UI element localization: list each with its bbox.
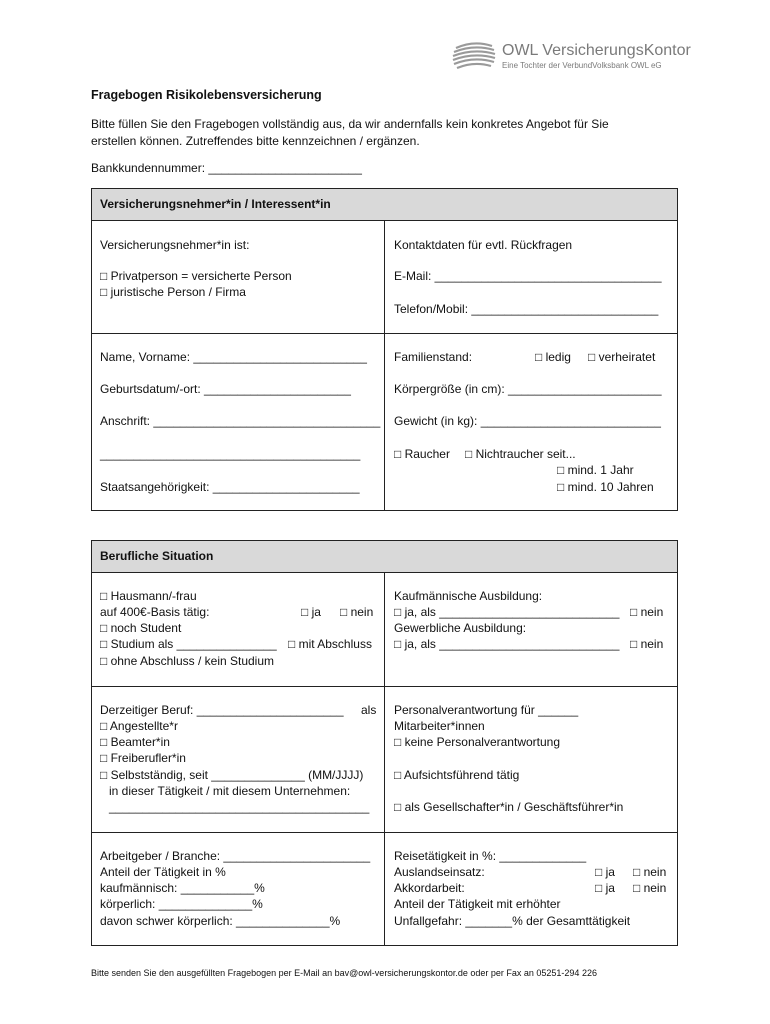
keine-personalverantwortung-checkbox[interactable]: □ keine Personalverantwortung	[394, 735, 561, 749]
juristische-person-checkbox[interactable]: □ juristische Person / Firma	[100, 285, 246, 299]
ausland-nein-checkbox[interactable]: □ nein	[633, 865, 667, 879]
left-cell	[92, 833, 385, 945]
right-cell	[385, 334, 677, 510]
section-row	[92, 221, 677, 333]
als-label: als	[361, 703, 377, 717]
kaufm-nein-checkbox[interactable]: □ nein	[630, 605, 664, 619]
name-field[interactable]: Name, Vorname: __________________________	[100, 350, 367, 364]
ausland-ja-checkbox[interactable]: □ ja	[595, 865, 615, 879]
akkordarbeit-label: Akkordarbeit:	[394, 881, 465, 895]
basis-ja-checkbox[interactable]: □ ja	[301, 605, 321, 619]
mind-1-jahr-checkbox[interactable]: □ mind. 1 Jahr	[557, 463, 634, 477]
ledig-checkbox[interactable]: □ ledig	[535, 350, 571, 364]
anschrift-field[interactable]: Anschrift: __________________________________	[100, 414, 381, 428]
basis-label: auf 400€-Basis tätig:	[100, 605, 210, 619]
page-title: Fragebogen Risikolebensversicherung	[91, 88, 322, 102]
section-row	[92, 832, 677, 945]
freiberufler-checkbox[interactable]: □ Freiberufler*in	[100, 751, 186, 765]
mit-abschluss-checkbox[interactable]: □ mit Abschluss	[288, 637, 372, 651]
logo-swoosh-icon	[452, 40, 496, 72]
kaufm-ja-field[interactable]: □ ja, als ___________________________	[394, 605, 620, 619]
ohne-abschluss-checkbox[interactable]: □ ohne Abschluss / kein Studium	[100, 654, 275, 668]
left-cell	[92, 573, 385, 686]
beamter-checkbox[interactable]: □ Beamter*in	[100, 735, 170, 749]
mind-10-jahre-checkbox[interactable]: □ mind. 10 Jahren	[557, 480, 654, 494]
arbeitgeber-field[interactable]: Arbeitgeber / Branche: ______________________	[100, 849, 371, 863]
right-cell	[385, 221, 677, 333]
angestellte-checkbox[interactable]: □ Angestellte*r	[100, 719, 178, 733]
bankkundennummer-field[interactable]: Bankkundennummer: _______________________	[91, 161, 362, 175]
logo-subtitle: Eine Tochter der VerbundVolksbank OWL eG	[502, 61, 662, 70]
privatperson-checkbox[interactable]: □ Privatperson = versicherte Person	[100, 269, 292, 283]
section-versicherungsnehmer	[91, 188, 678, 511]
unfallgefahr-label: Anteil der Tätigkeit mit erhöhter	[394, 897, 561, 911]
auslandseinsatz-label: Auslandseinsatz:	[394, 865, 485, 879]
logo-name: OWL VersicherungsKontor	[502, 42, 691, 59]
gesellschafter-checkbox[interactable]: □ als Gesellschafter*in / Geschäftsführer*in	[394, 800, 624, 814]
kontaktdaten-label: Kontaktdaten für evtl. Rückfragen	[394, 238, 573, 252]
intro-line-1: Bitte füllen Sie den Fragebogen vollständig aus, da wir andernfalls kein konkretes Angebot für Sie	[91, 117, 609, 131]
kaufm-ausbildung-label: Kaufmännische Ausbildung:	[394, 589, 543, 603]
vn-type-label: Versicherungsnehmer*in ist:	[100, 238, 250, 252]
gewerb-ausbildung-label: Gewerbliche Ausbildung:	[394, 621, 527, 635]
raucher-checkbox[interactable]: □ Raucher	[394, 447, 450, 461]
verheiratet-checkbox[interactable]: □ verheiratet	[588, 350, 656, 364]
studium-field[interactable]: □ Studium als _______________	[100, 637, 277, 651]
staatsangehoerigkeit-field[interactable]: Staatsangehörigkeit: ______________________	[100, 480, 360, 494]
akkord-ja-checkbox[interactable]: □ ja	[595, 881, 615, 895]
section-row	[92, 333, 677, 510]
student-checkbox[interactable]: □ noch Student	[100, 621, 182, 635]
koerperlich-field[interactable]: körperlich: ______________%	[100, 897, 263, 911]
gewerb-nein-checkbox[interactable]: □ nein	[630, 637, 664, 651]
section-row	[92, 573, 677, 686]
right-cell	[385, 573, 677, 686]
section-header: Berufliche Situation	[92, 541, 677, 573]
hausmann-checkbox[interactable]: □ Hausmann/-frau	[100, 589, 197, 603]
mitarbeiter-label: Mitarbeiter*innen	[394, 719, 485, 733]
footer-note: Bitte senden Sie den ausgefüllten Fragebogen per E-Mail an bav@owl-versicherungskontor.de oder per Fax an 05251-294 226	[91, 968, 597, 978]
gewicht-field[interactable]: Gewicht (in kg): ___________________________	[394, 414, 661, 428]
anschrift-line-2[interactable]: _______________________________________	[100, 447, 361, 461]
geburtsdatum-field[interactable]: Geburtsdatum/-ort: ______________________	[100, 382, 351, 396]
unfallgefahr-field[interactable]: Unfallgefahr: _______% der Gesamttätigkeit	[394, 914, 631, 928]
basis-nein-checkbox[interactable]: □ nein	[340, 605, 374, 619]
reisetaetigkeit-field[interactable]: Reisetätigkeit in %: _____________	[394, 849, 587, 863]
intro-line-2: erstellen können. Zutreffendes bitte kennzeichnen / ergänzen.	[91, 134, 420, 148]
familienstand-label: Familienstand:	[394, 350, 473, 364]
left-cell	[92, 334, 385, 510]
section-berufliche-situation	[91, 540, 678, 946]
email-field[interactable]: E-Mail: __________________________________	[394, 269, 662, 283]
section-row	[92, 686, 677, 832]
gewerb-ja-field[interactable]: □ ja, als ___________________________	[394, 637, 620, 651]
left-cell	[92, 687, 385, 832]
kaufmaennisch-field[interactable]: kaufmännisch: ___________%	[100, 881, 265, 895]
right-cell	[385, 687, 677, 832]
akkord-nein-checkbox[interactable]: □ nein	[633, 881, 667, 895]
company-logo	[452, 40, 692, 74]
right-cell	[385, 833, 677, 945]
schwer-koerperlich-field[interactable]: davon schwer körperlich: ______________%	[100, 914, 341, 928]
anteil-label: Anteil der Tätigkeit in %	[100, 865, 226, 879]
koerpergroesse-field[interactable]: Körpergröße (in cm): _______________________	[394, 382, 662, 396]
section-header: Versicherungsnehmer*in / Interessent*in	[92, 189, 677, 221]
personalverantwortung-field[interactable]: Personalverantwortung für ______	[394, 703, 579, 717]
nichtraucher-checkbox[interactable]: □ Nichtraucher seit...	[465, 447, 576, 461]
selbststaendig-field[interactable]: □ Selbstständig, seit ______________ (MM/JJJJ)	[100, 768, 364, 782]
taetigkeit-label: in dieser Tätigkeit / mit diesem Unternehmen:	[109, 784, 351, 798]
taetigkeit-field[interactable]: _______________________________________	[109, 800, 370, 814]
left-cell	[92, 221, 385, 333]
telefon-field[interactable]: Telefon/Mobil: ____________________________	[394, 302, 659, 316]
beruf-field[interactable]: Derzeitiger Beruf: ______________________	[100, 703, 344, 717]
intro-text	[91, 116, 691, 150]
aufsichtsfuehrend-checkbox[interactable]: □ Aufsichtsführend tätig	[394, 768, 520, 782]
